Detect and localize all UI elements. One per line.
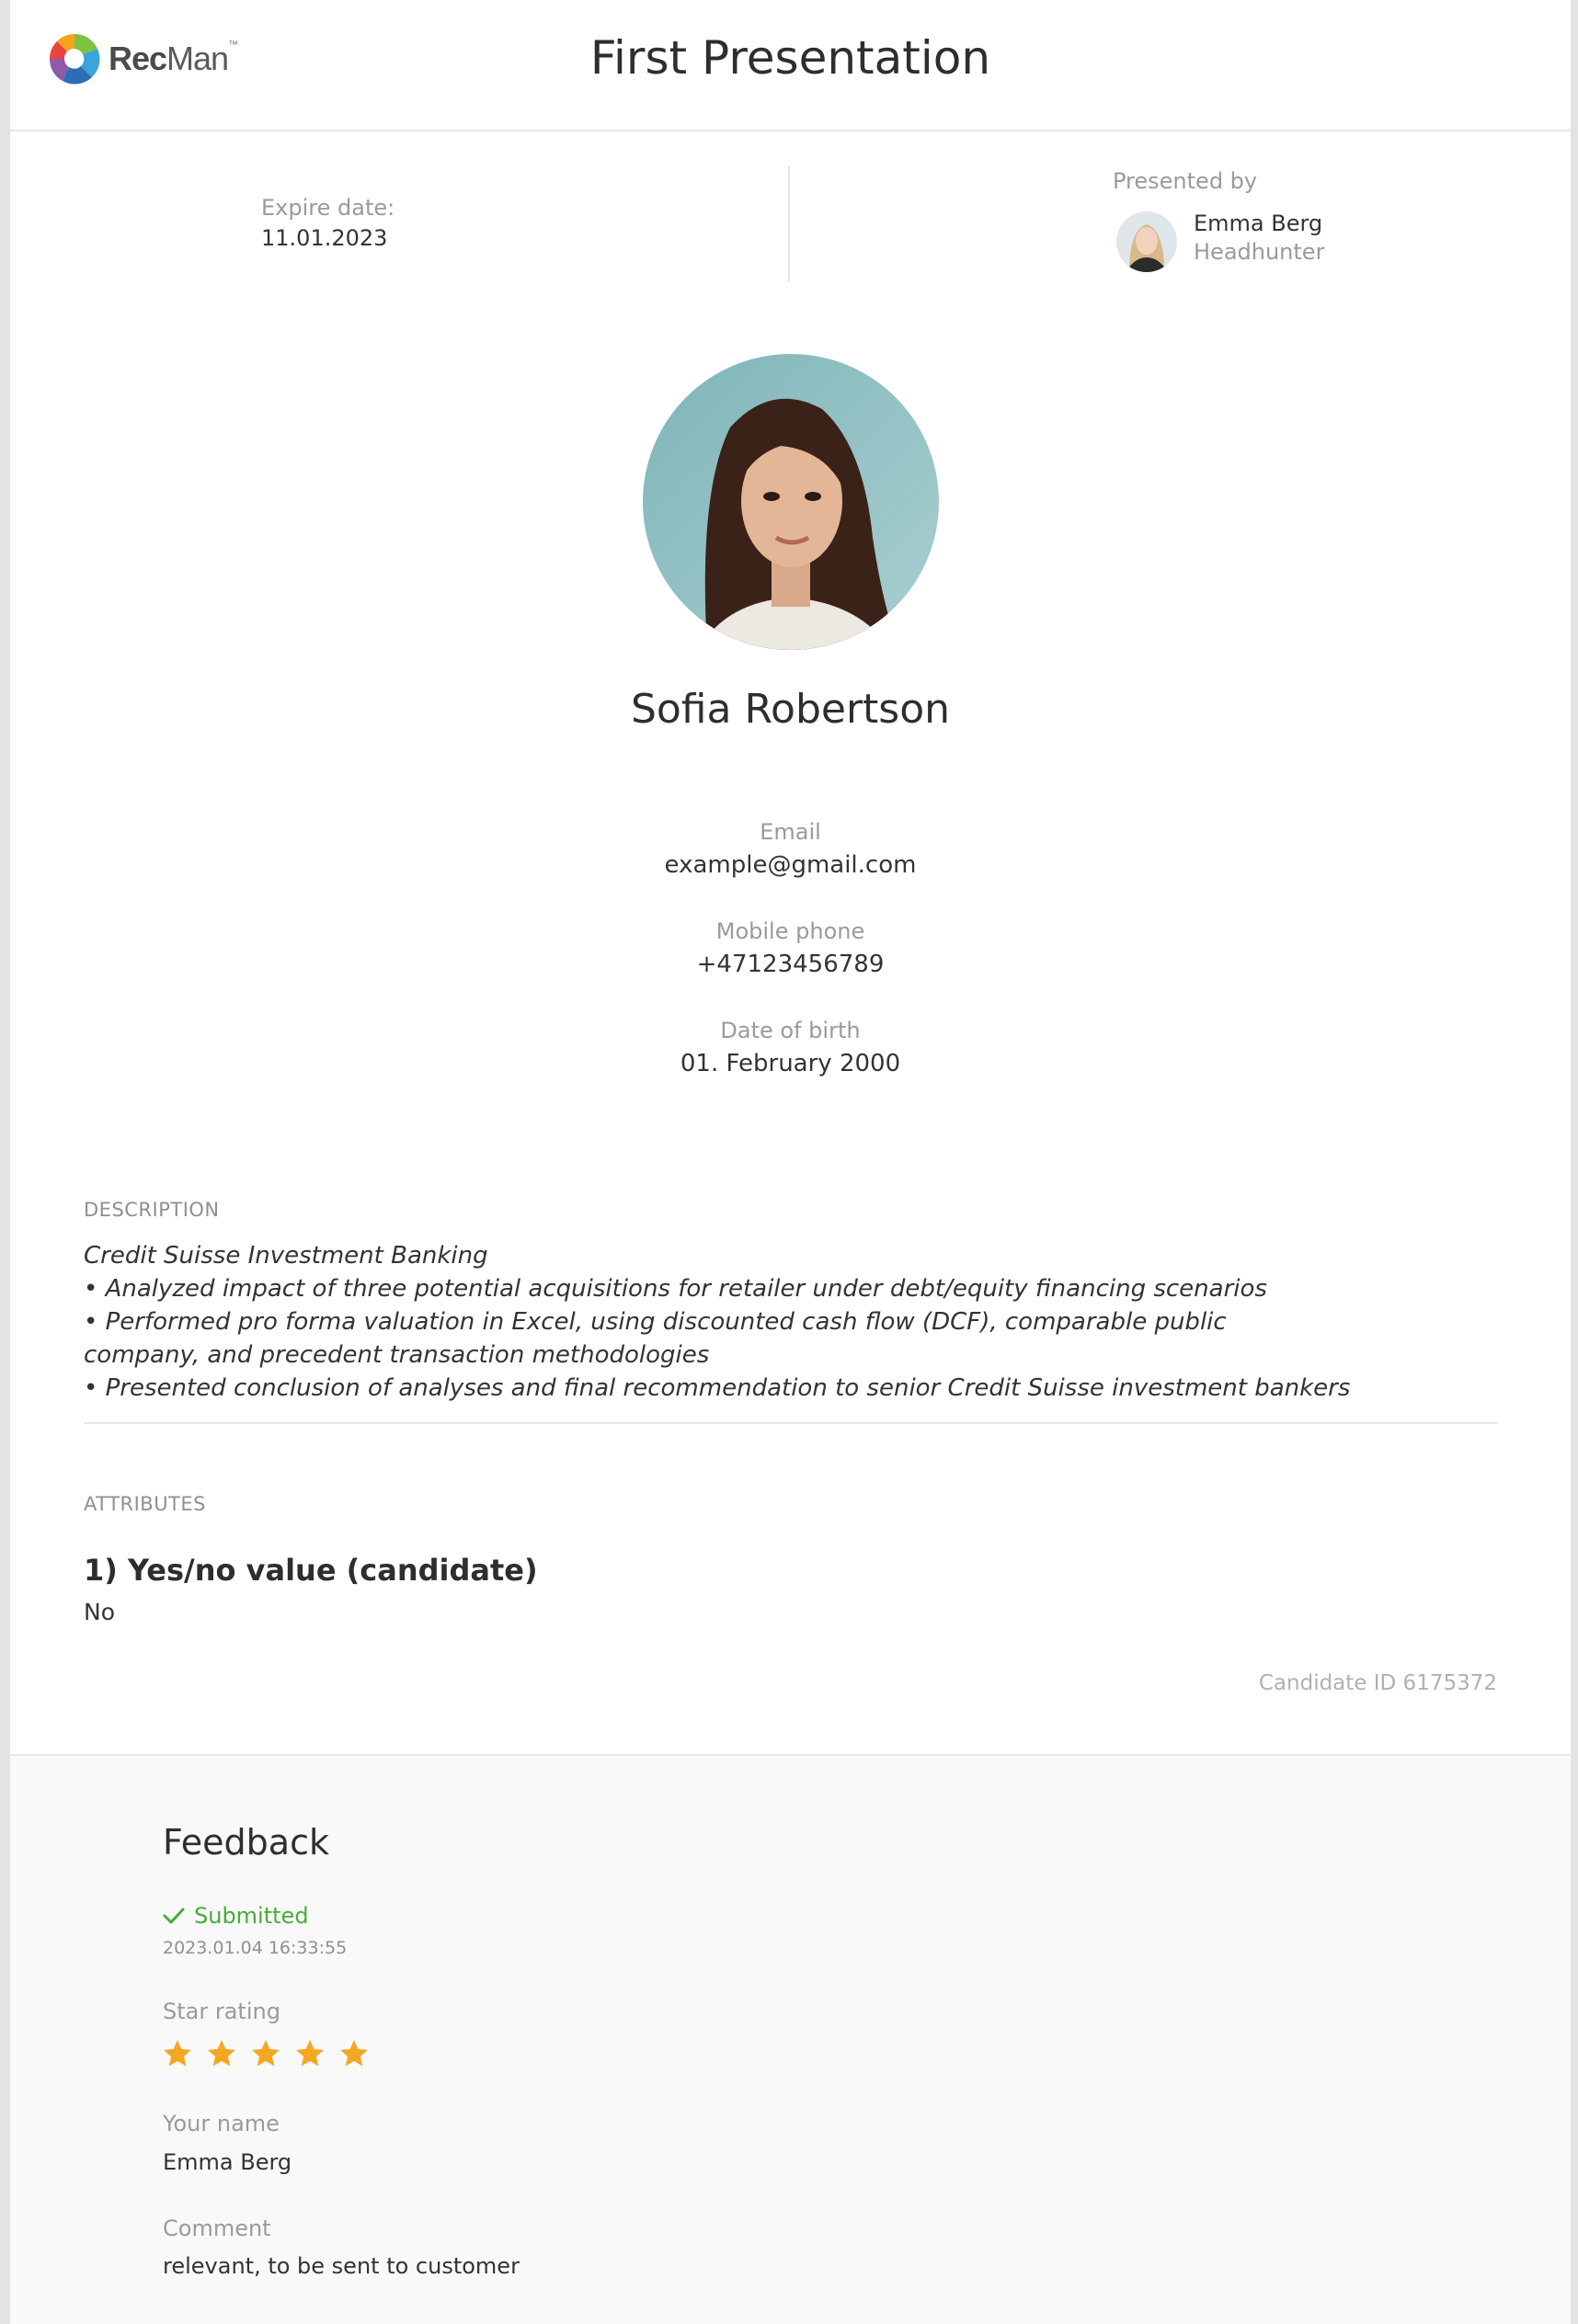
star-icon[interactable] [249,2037,282,2070]
star-icon[interactable] [293,2037,326,2070]
page-header [10,0,1571,131]
presentation-page [10,0,1571,2322]
your-name-label: Your name [163,2111,280,2136]
expire-date-label: Expire date: [261,195,395,221]
description-line: • Performed pro forma valuation in Excel, using discounted cash flow (DCF), comparable public [84,1308,1227,1336]
star-rating-label: Star rating [163,1999,280,2024]
feedback-section [10,1754,1571,2324]
feedback-submitted-at: 2023.01.04 16:33:55 [163,1938,348,1958]
description-line: company, and precedent transaction methodologies [84,1341,710,1369]
description-line: Credit Suisse Investment Banking [84,1242,488,1270]
meta-divider [788,166,790,281]
mobile-phone-label: Mobile phone [715,918,865,944]
feedback-title: Feedback [163,1822,329,1863]
presenter-name: Emma Berg [1194,211,1323,236]
description-text [84,1239,1371,1405]
presenter-avatar-image [1116,211,1177,272]
page-title: First Presentation [589,31,991,85]
feedback-status [163,1903,309,1929]
your-name-value: Emma Berg [163,2149,292,2175]
candidate-photo [643,354,939,650]
candidate-photo-image [643,354,939,650]
logo-wordmark: RecMan™ [109,40,238,77]
description-line: • Presented conclusion of analyses and final recommendation to senior Credit Suisse investment bankers [84,1374,1351,1402]
attribute-value: No [84,1599,115,1625]
section-divider [84,1422,1497,1424]
attribute-title: 1) Yes/no value (candidate) [84,1553,538,1588]
presenter-avatar [1116,211,1177,272]
comment-label: Comment [163,2216,271,2241]
mobile-phone-value[interactable]: +47123456789 [696,951,885,978]
star-icon[interactable] [161,2037,194,2070]
date-of-birth-value: 01. February 2000 [680,1050,901,1077]
comment-value: relevant, to be sent to customer [163,2253,520,2279]
presenter-role: Headhunter [1194,239,1325,265]
feedback-status-text: Submitted [194,1903,309,1929]
presented-by-label: Presented by [1113,168,1258,194]
star-icon[interactable] [205,2037,238,2070]
candidate-name: Sofia Robertson [630,686,951,733]
email-label: Email [760,819,821,845]
description-line: • Analyzed impact of three potential acquisitions for retailer under debt/equity financing scenarios [84,1275,1267,1303]
email-value[interactable]: example@gmail.com [664,851,917,879]
description-heading: DESCRIPTION [84,1199,220,1221]
check-icon [163,1907,185,1925]
date-of-birth-label: Date of birth [720,1018,861,1043]
star-rating[interactable] [161,2037,382,2070]
expire-date-value: 11.01.2023 [261,225,388,251]
attributes-heading: ATTRIBUTES [84,1493,207,1515]
star-icon[interactable] [337,2037,371,2070]
candidate-id: Candidate ID 6175372 [1258,1671,1497,1695]
